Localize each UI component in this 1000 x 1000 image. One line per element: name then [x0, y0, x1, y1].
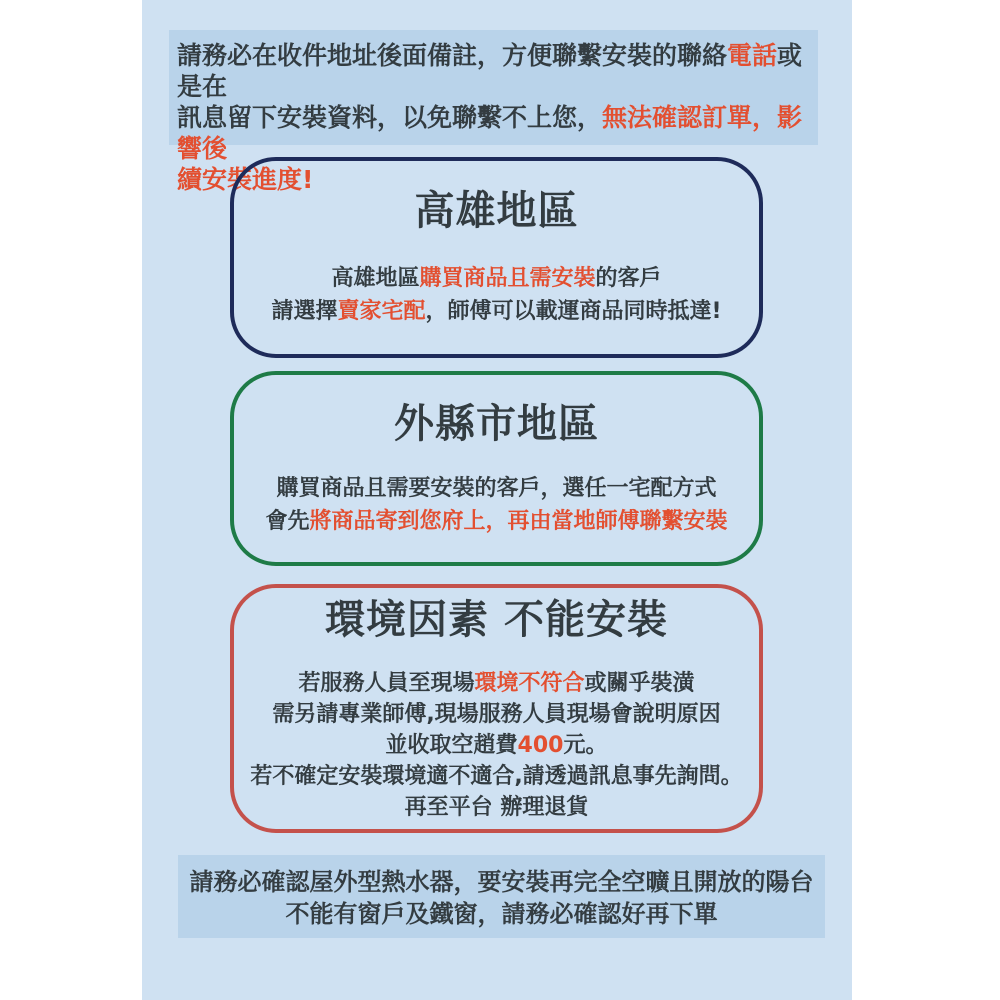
- bottom-notice-line-2: [178, 898, 825, 930]
- notice-text: 請務必確認屋外型熱水器，要安裝再完全空曠且開放的陽台: [189, 868, 814, 896]
- body-text: 購買商品且需要安裝的客戶，選任一宅配方式: [276, 476, 717, 501]
- body-text: 並收取空趙費: [385, 733, 518, 758]
- environment-title: 環境因素 不能安裝: [325, 597, 668, 643]
- environment-line-2: [234, 699, 759, 730]
- body-text-highlight: 將商品寄到您府上，再由當地師傅聯繫安裝: [309, 509, 728, 534]
- body-text: 或關乎裝潢: [584, 671, 695, 696]
- body-text-highlight: 400: [517, 733, 564, 758]
- body-text: 元。: [563, 733, 608, 758]
- other-cities-box: [230, 371, 763, 566]
- bottom-notice-line-1: [178, 866, 825, 898]
- body-text: ，師傅可以載運商品同時抵達!: [425, 299, 722, 324]
- environment-line-4: [234, 761, 759, 792]
- other-cities-body: [234, 472, 759, 538]
- environment-body: [234, 668, 759, 823]
- body-text-highlight: 環境不符合: [474, 671, 585, 696]
- kaohsiung-body: [234, 262, 759, 328]
- notice-text-highlight: 續安裝進度!: [177, 165, 314, 194]
- notice-text: 請務必在收件地址後面備註，方便聯繫安裝的聯絡: [177, 41, 728, 70]
- body-text-highlight: 賣家宅配: [337, 299, 426, 324]
- body-text: 再至平台 辦理退貨: [404, 795, 589, 820]
- body-text: 需另請專業師傅,現場服務人員現場會說明原因: [272, 702, 721, 727]
- notice-line-1: [177, 40, 814, 102]
- kaohsiung-title: 高雄地區: [414, 188, 579, 234]
- kaohsiung-box: [230, 157, 763, 358]
- environment-box: [230, 584, 763, 833]
- environment-line-3: [234, 730, 759, 761]
- notice-text: 訊息留下安裝資料，以免聯繫不上您，: [177, 103, 603, 132]
- body-text: 若服務人員至現場: [298, 671, 475, 696]
- environment-line-1: [234, 668, 759, 699]
- notice-text: 或是在: [177, 41, 803, 101]
- other-cities-line-1: [234, 472, 759, 505]
- body-text: 若不確定安裝環境適不適合,請透過訊息事先詢問。: [250, 764, 743, 789]
- kaohsiung-line-1: [234, 262, 759, 295]
- notice-line-2: [177, 102, 814, 164]
- top-notice-panel: [169, 30, 818, 194]
- body-text-highlight: 購買商品且需安裝: [419, 266, 596, 291]
- body-text: 高雄地區: [331, 266, 420, 291]
- environment-line-5: [234, 792, 759, 823]
- body-text: 的客戶: [595, 266, 662, 291]
- bottom-notice-panel: [178, 855, 825, 938]
- other-cities-title: 外縣市地區: [394, 401, 599, 447]
- body-text: 請選擇: [271, 299, 338, 324]
- notice-text-highlight: 無法確認訂單，影響後: [177, 103, 803, 163]
- body-text: 會先: [265, 509, 310, 534]
- notice-text-highlight: 電話: [727, 41, 778, 70]
- kaohsiung-line-2: [234, 295, 759, 328]
- notice-text: 不能有窗戶及鐵窗，請務必確認好再下單: [285, 900, 718, 928]
- other-cities-line-2: [234, 505, 759, 538]
